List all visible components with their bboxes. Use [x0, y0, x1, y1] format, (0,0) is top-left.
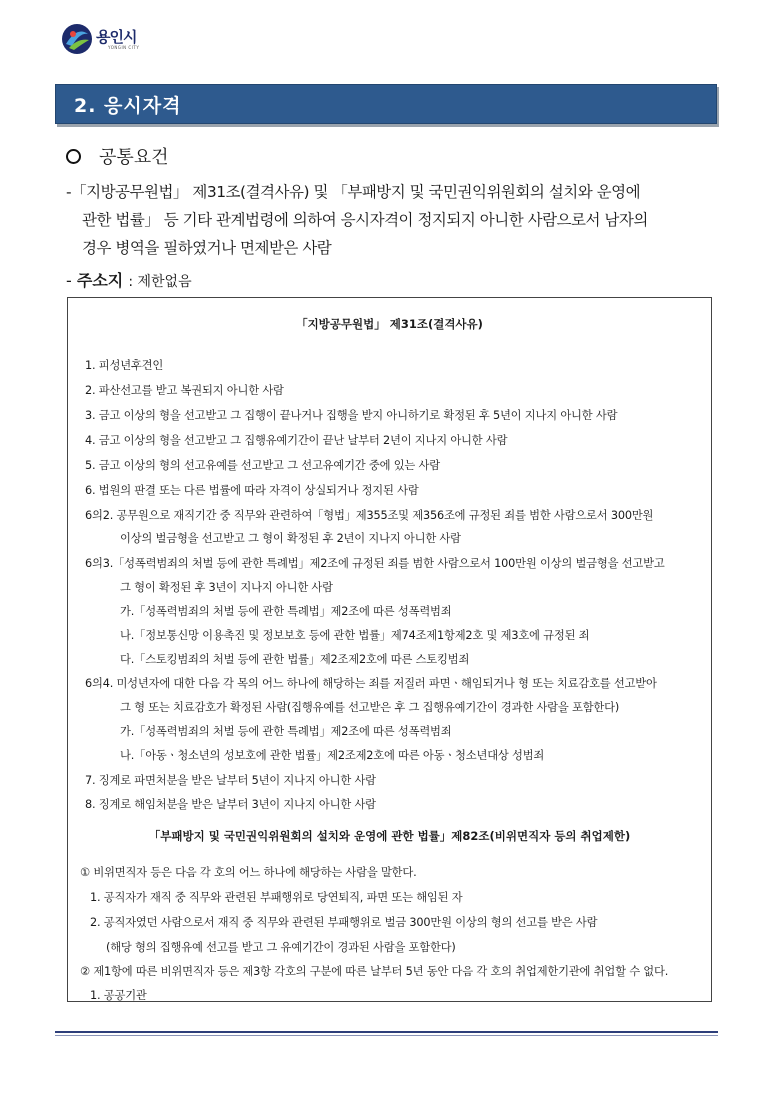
address-value: : 제한없음	[128, 274, 192, 290]
law1-item-cont: 이상의 벌금형을 선고받고 그 형이 확정된 후 2년이 지나지 아니한 사람	[120, 532, 461, 545]
law1-item-cont: 그 형 또는 치료감호가 확정된 사람(집행유예를 선고받은 후 그 집행유예기간이 경과한 사람을 포함한다)	[120, 701, 620, 714]
circle-bullet-icon	[66, 149, 81, 164]
law1-item: 6의3.「성폭력범죄의 처벌 등에 관한 특례법」제2조에 규정된 죄를 범한 사람으로서 100만원 이상의 벌금형을 선고받고	[85, 557, 665, 570]
law1-item: 1. 피성년후견인	[85, 359, 164, 372]
law2-item: 1. 공공기관	[90, 989, 147, 1002]
law2-item: 1. 공직자가 재직 중 직무와 관련된 부패행위로 당연퇴직, 파면 또는 해임된 자	[90, 891, 463, 904]
law1-item: 6의2. 공무원으로 재직기간 중 직무와 관련하여「형법」제355조및 제356조에 규정된 죄를 범한 사람으로서 300만원	[85, 509, 654, 522]
law1-item: 6의4. 미성년자에 대한 다음 각 목의 어느 하나에 해당하는 죄를 저질러 파면ㆍ해임되거나 형 또는 치료감호를 선고받아	[85, 677, 657, 690]
section-title: 2. 응시자격	[74, 95, 182, 117]
section-banner	[55, 84, 717, 124]
law1-title: 「지방공무원법」 제31조(결격사유)	[296, 317, 483, 331]
yongin-emblem-icon	[60, 22, 94, 56]
logo-name: 용인시	[96, 27, 137, 46]
requirements-heading	[66, 143, 169, 169]
law1-item: 4. 금고 이상의 형을 선고받고 그 집행유예기간이 끝난 날부터 2년이 지나지 아니한 사람	[85, 434, 508, 447]
law2-item-cont: (해당 형의 집행유예 선고를 받고 그 유예기간이 경과된 사람을 포함한다)	[106, 941, 456, 954]
logo-subtitle: YONGIN CITY	[108, 44, 140, 50]
requirements-line: 경우 병역을 필하였거나 면제받은 사람	[82, 239, 332, 257]
law-excerpt-box	[67, 297, 712, 1002]
law1-item: 6. 법원의 판결 또는 다른 법률에 따라 자격이 상실되거나 정지된 사람	[85, 484, 419, 497]
law1-subitem: 가.「성폭력범죄의 처벌 등에 관한 특례법」제2조에 따른 성폭력범죄	[120, 605, 452, 618]
law2-title: 「부패방지 및 국민권익위원회의 설치와 운영에 관한 법률」제82조(비위면직자 등의 취업제한)	[148, 829, 631, 843]
law1-item: 8. 징계로 해임처분을 받은 날부터 3년이 지나지 아니한 사람	[85, 798, 376, 811]
law1-subitem: 나.「아동ㆍ청소년의 성보호에 관한 법률」제2조제2호에 따른 아동ㆍ청소년대상 성범죄	[120, 749, 545, 762]
city-logo	[60, 22, 139, 56]
footer-rule-thin	[55, 1035, 718, 1036]
law1-item: 3. 금고 이상의 형을 선고받고 그 집행이 끝나거나 집행을 받지 아니하기로 확정된 후 5년이 지나지 아니한 사람	[85, 409, 618, 422]
requirements-paragraph	[66, 178, 718, 262]
law2-item: 2. 공직자였던 사람으로서 재직 중 직무와 관련된 부패행위로 벌금 300만원 이상의 형의 선고를 받은 사람	[90, 916, 598, 929]
law2-item: ① 비위면직자 등은 다음 각 호의 어느 하나에 해당하는 사람을 말한다.	[80, 866, 417, 879]
footer-rule	[55, 1031, 718, 1033]
law1-item: 5. 금고 이상의 형의 선고유예를 선고받고 그 선고유예기간 중에 있는 사람	[85, 459, 440, 472]
law1-subitem: 나.「정보통신망 이용촉진 및 정보보호 등에 관한 법률」제74조제1항제2호 및 제3호에 규정된 죄	[120, 629, 590, 642]
law1-subitem: 다.「스토킹범죄의 처벌 등에 관한 법률」제2조제2호에 따른 스토킹범죄	[120, 653, 470, 666]
address-requirement: - 주소지 : 제한없음	[66, 271, 192, 290]
law2-item: ② 제1항에 따른 비위면직자 등은 제3항 각호의 구분에 따른 날부터 5년 동안 다음 각 호의 취업제한기관에 취업할 수 없다.	[80, 965, 669, 978]
law1-item: 7. 징계로 파면처분을 받은 날부터 5년이 지나지 아니한 사람	[85, 774, 376, 787]
address-label: 주소지	[76, 271, 124, 290]
law1-item: 2. 파산선고를 받고 복권되지 아니한 사람	[85, 384, 284, 397]
law1-item-cont: 그 형이 확정된 후 3년이 지나지 아니한 사람	[120, 581, 333, 594]
requirements-title: 공통요건	[99, 147, 169, 168]
law1-subitem: 가.「성폭력범죄의 처벌 등에 관한 특례법」제2조에 따른 성폭력범죄	[120, 725, 452, 738]
requirements-line: 관한 법률」 등 기타 관계법령에 의하여 응시자격이 정지되지 아니한 사람으로서 남자의	[82, 211, 648, 229]
requirements-line: -「지방공무원법」 제31조(결격사유) 및 「부패방지 및 국민권익위원회의 설치와 운영에	[66, 183, 641, 201]
